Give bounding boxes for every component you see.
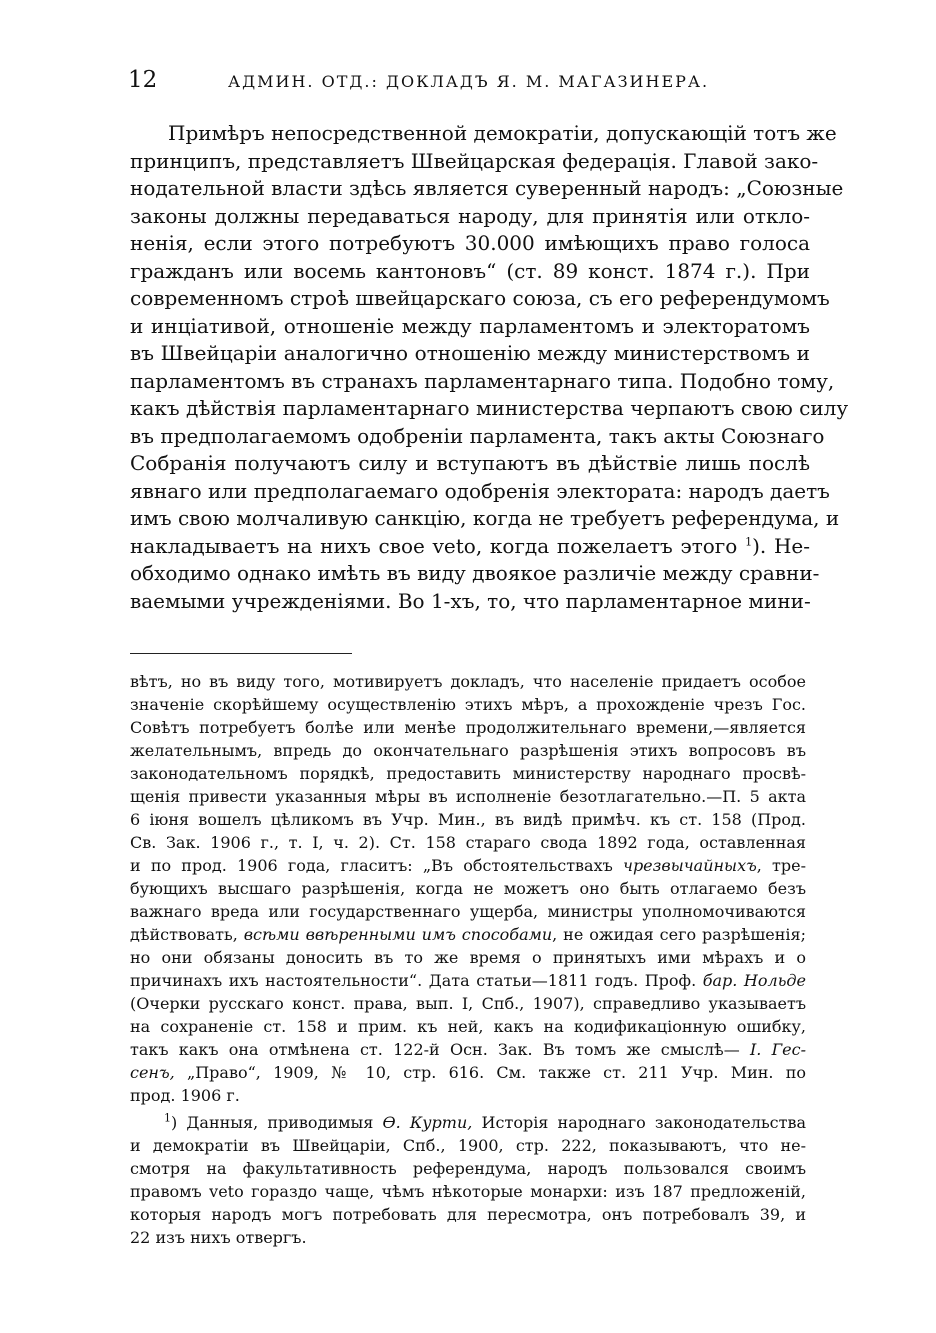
text-line: явнаго или предполагаемаго одобренія электората: народъ даетъ (130, 478, 830, 503)
text-line: и инціативой, отношеніе между парламентомъ и электоратомъ (130, 313, 810, 338)
running-title: АДМИН. ОТД.: ДОКЛАДЪ Я. М. МАГАЗИНЕРА. (228, 72, 710, 91)
footnote-1-line: и демократіи въ Швейцаріи, Спб., 1900, стр. 222, показываютъ, что не- (130, 1136, 806, 1155)
footnote-line: важнаго вреда или государственнаго ущерба, министры уполномочиваются (130, 902, 806, 921)
footnote-line (130, 1038, 806, 1061)
text-line: Примѣръ непосредственной демократіи, допускающій тотъ же (168, 121, 837, 145)
footnote-line: щенія привести указанныя мѣры въ исполненіе безотлагательно.—П. 5 акта (130, 787, 806, 806)
text-segment: Исторія народнаго законодательства (481, 1113, 807, 1132)
text-segment: накладываетъ на нихъ свое veto, когда пожелаетъ этого (130, 533, 738, 558)
footnote-line: бующихъ высшаго разрѣшенія, когда не можетъ оно быть отлагаемо безъ (130, 879, 806, 898)
text-line: принципъ, представляетъ Швейцарская федерація. Главой зако- (130, 148, 819, 173)
footnote-line: Совѣтъ потребуетъ болѣе или менѣе продолжительнаго времени,—является (130, 718, 806, 737)
footnote-ref: 1 (745, 534, 753, 548)
text-line: гражданъ или восемь кантоновъ“ (ст. 89 конст. 1874 г.). При (130, 258, 810, 283)
footnote-line: Св. Зак. 1906 г., т. I, ч. 2). Ст. 158 стараго свода 1892 года, оставленная (130, 833, 806, 852)
footnote-line: 6 іюня вошелъ цѣликомъ въ Учр. Мин., въ видѣ примѣч. къ ст. 158 (Прод. (130, 810, 806, 829)
footnote-line (130, 1061, 806, 1084)
text-line: въ предполагаемомъ одобреніи парламента, такъ акты Союзнаго (130, 423, 825, 448)
footnote-1-line (130, 1111, 806, 1134)
text-line: нодательной власти здѣсь является суверенный народъ: „Союзные (130, 176, 844, 200)
footnote-line (130, 969, 806, 992)
text-segment: причинахъ ихъ настоятельности“. Дата статьи—1811 годъ. Проф. (130, 971, 697, 990)
text-line: ненія, если этого потребуютъ 30.000 имѣющихъ право голоса (130, 231, 810, 255)
footnote-mark: 1 (164, 1111, 171, 1125)
italic-text: бар. Нольде (702, 971, 807, 990)
footnote-1-line: которыя народъ могъ потребовать для пересмотра, онъ потребовалъ 39, и (130, 1205, 806, 1224)
footnote-line: но они обязаны доносить въ то же время о принятыхъ ими мѣрахъ и о (130, 948, 806, 967)
text-line: законы должны передаваться народу, для принятія или откло- (130, 203, 810, 228)
footnote-line: (Очерки русскаго конст. права, вып. I, Спб., 1907), справедливо указываетъ (130, 994, 806, 1013)
footnote-line: вѣтъ, но въ виду того, мотивируетъ докладъ, что населеніе придаетъ особое (130, 672, 806, 691)
text-line: въ Швейцаріи аналогично отношенію между министерствомъ и (130, 341, 810, 365)
page-header (128, 66, 808, 96)
footnote-1-line: правомъ veto гораздо чаще, чѣмъ нѣкоторые монархи: изъ 187 предложеній, (130, 1182, 806, 1201)
text-line: ваемыми учрежденіями. Во 1-хъ, то, что парламентарное мини- (130, 588, 811, 613)
footnote-line: на сохраненіе ст. 158 и прим. къ ней, какъ на кодификаціонную ошибку, (130, 1017, 806, 1036)
main-text (130, 120, 849, 615)
footnote-separator (130, 653, 352, 654)
text-segment: ) Данныя, приводимыя (171, 1113, 374, 1132)
footnotes (130, 670, 806, 1249)
text-line: имъ свою молчаливую санкцію, когда не требуетъ референдума, и (130, 506, 840, 530)
footnote-line (130, 854, 806, 877)
text-line: какъ дѣйствія парламентарнаго министерства черпаютъ свою силу (130, 396, 849, 420)
italic-text: сенъ, (130, 1063, 175, 1082)
footnote-1-line: 22 изъ нихъ отвергъ. (130, 1228, 307, 1247)
text-segment: и по прод. 1906 года, гласитъ: „Въ обстоятельствахъ (130, 856, 613, 875)
footnote-line: прод. 1906 г. (130, 1086, 240, 1105)
text-segment: , не ожидая сего разрѣшенія; (552, 925, 806, 944)
text-segment: „Право“, 1909, № 10, стр. 616. См. также ст. 211 Учр. Мин. по (186, 1063, 807, 1082)
text-segment: дѣйствовать, (130, 925, 238, 944)
italic-text: чрезвычайныхъ (622, 856, 757, 875)
text-segment: ). Не- (752, 533, 810, 558)
text-line: Собранія получаютъ силу и вступаютъ въ дѣйствіе лишь послѣ (130, 451, 810, 475)
footnote-line (130, 923, 806, 946)
page-number: 12 (128, 67, 158, 93)
text-line (130, 533, 810, 561)
footnote-1-line: смотря на факультативность референдума, народъ пользовался своимъ (130, 1159, 806, 1178)
italic-author: Ѳ. Курти, (382, 1113, 473, 1132)
text-line: парламентомъ въ странахъ парламентарнаго типа. Подобно тому, (130, 368, 835, 393)
text-line: обходимо однако имѣть въ виду двоякое различіе между сравни- (130, 561, 820, 585)
footnote-line: желательнымъ, впредь до окончательнаго разрѣшенія этихъ вопросовъ въ (130, 741, 806, 760)
footnote-line: значеніе скорѣйшему осуществленію этихъ мѣръ, а прохожденіе чрезъ Гос. (130, 695, 806, 714)
footnote-line: законодательномъ порядкѣ, предоставить министерству народнаго просвѣ- (130, 764, 806, 783)
text-segment: такъ какъ она отмѣнена ст. 122-й Осн. Зак. Въ томъ же смыслѣ— (130, 1040, 740, 1059)
italic-text: I. Гес- (749, 1040, 807, 1059)
italic-text: всѣми ввѣренными имъ способами (243, 925, 553, 944)
text-segment: , тре- (756, 856, 807, 875)
text-line: современномъ строѣ швейцарскаго союза, съ его референдумомъ (130, 286, 830, 310)
